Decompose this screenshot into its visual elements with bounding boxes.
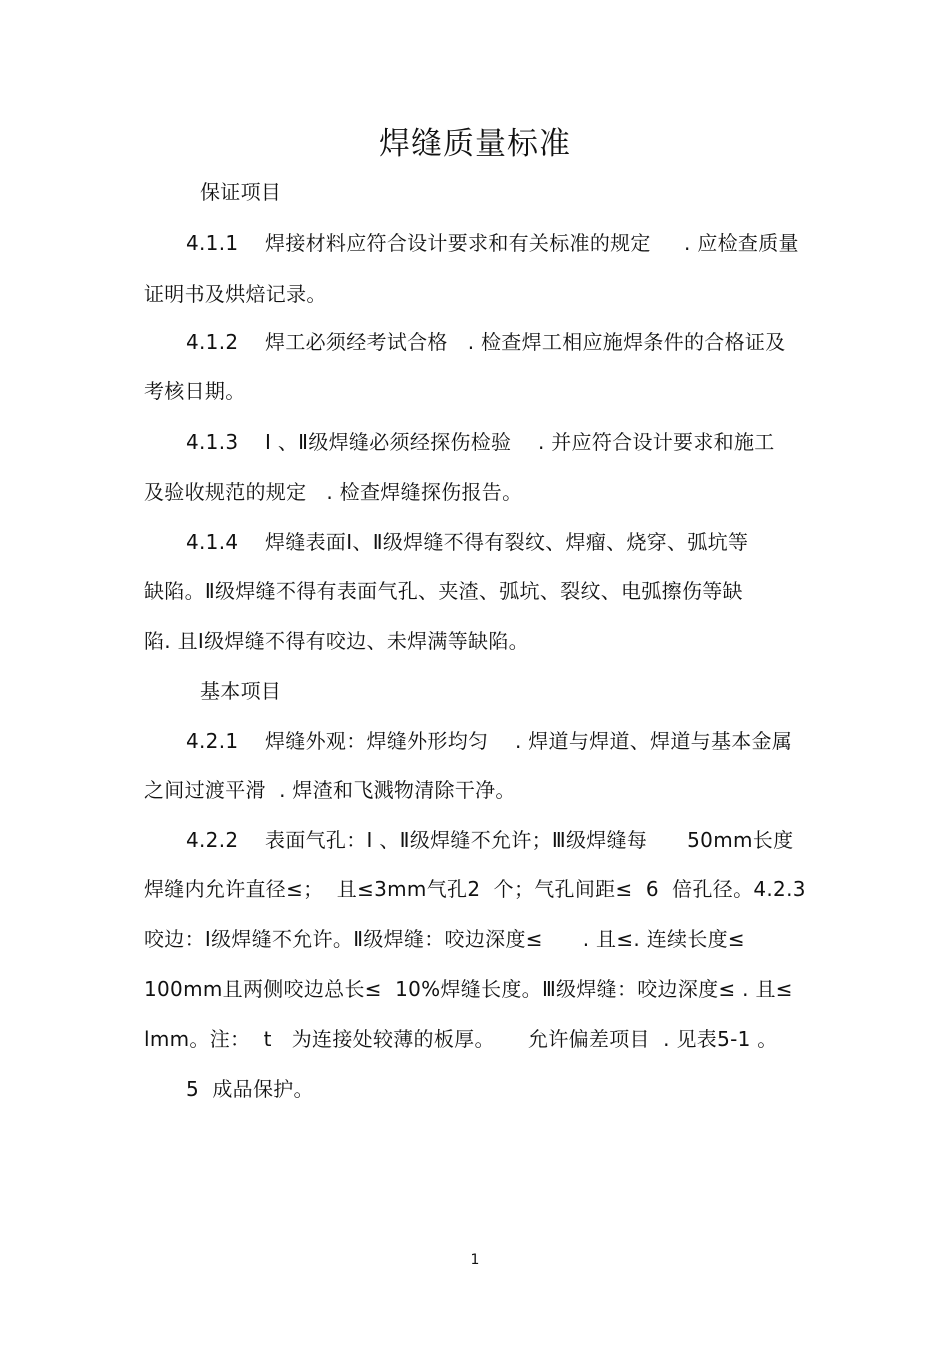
paragraph-line: 考核日期。 <box>144 379 246 403</box>
paragraph-line: 之间过渡平滑 . 焊渣和飞溅物清除干净。 <box>144 778 516 802</box>
paragraph-line: 4.1.2 焊工必须经考试合格 . 检查焊工相应施焊条件的合格证及 <box>186 330 786 354</box>
paragraph-line: 100mm且两侧咬边总长≤ 10%焊缝长度。Ⅲ级焊缝：咬边深度≤ . 且≤ <box>144 977 793 1001</box>
section-heading-guarantee-items: 保证项目 <box>200 180 282 204</box>
paragraph-line: 陷. 且Ⅰ级焊缝不得有咬边、未焊满等缺陷。 <box>144 629 529 653</box>
paragraph-line: 证明书及烘焙记录。 <box>144 282 327 306</box>
paragraph-line: 缺陷。Ⅱ级焊缝不得有表面气孔、夹渣、弧坑、裂纹、电弧擦伤等缺 <box>144 579 743 603</box>
paragraph-line: 焊缝内允许直径≤； 且≤3mm气孔2 个；气孔间距≤ 6 倍孔径。4.2.3 <box>144 877 806 901</box>
paragraph-line: 4.1.4 焊缝表面Ⅰ、Ⅱ级焊缝不得有裂纹、焊瘤、烧穿、弧坑等 <box>186 530 749 554</box>
paragraph-line: 5 成品保护。 <box>186 1077 314 1101</box>
paragraph-line: 4.2.1 焊缝外观：焊缝外形均匀 . 焊道与焊道、焊道与基本金属 <box>186 729 793 753</box>
paragraph-line: 4.1.1 焊接材料应符合设计要求和有关标准的规定 . 应检查质量 <box>186 231 799 255</box>
paragraph-line: lmm。注： t 为连接处较薄的板厚。 允许偏差项目 . 见表5-1 。 <box>144 1027 778 1051</box>
paragraph-line: 及验收规范的规定 . 检查焊缝探伤报告。 <box>144 480 523 504</box>
paragraph-line: 4.1.3 Ⅰ 、Ⅱ级焊缝必须经探伤检验 . 并应符合设计要求和施工 <box>186 430 775 454</box>
paragraph-line: 咬边：Ⅰ级焊缝不允许。Ⅱ级焊缝：咬边深度≤ . 且≤. 连续长度≤ <box>144 927 745 951</box>
page-title: 焊缝质量标准 <box>379 126 571 162</box>
section-heading-basic-items: 基本项目 <box>200 679 282 703</box>
page-number: 1 <box>470 1252 480 1268</box>
paragraph-line: 4.2.2 表面气孔：Ⅰ 、Ⅱ级焊缝不允许；Ⅲ级焊缝每 50mm长度 <box>186 828 794 852</box>
